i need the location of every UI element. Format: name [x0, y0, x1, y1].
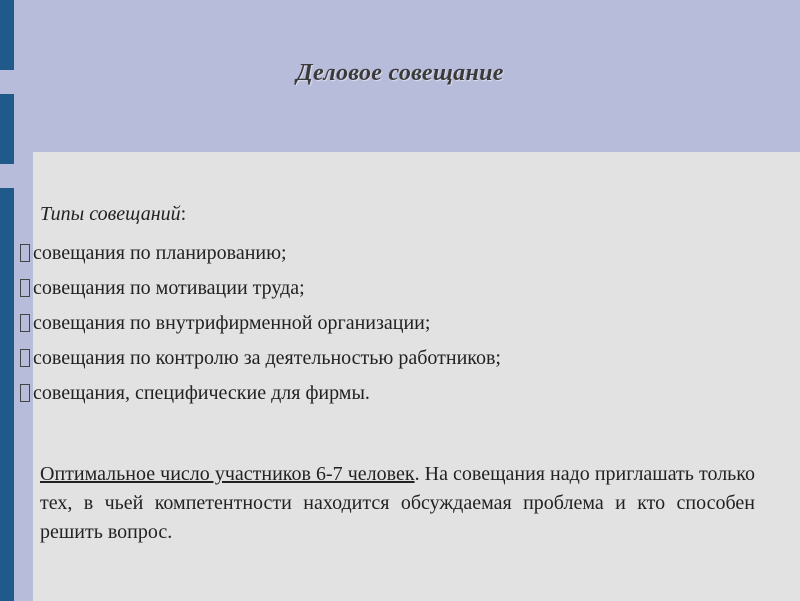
slide-title: Деловое совещание — [296, 60, 504, 86]
list-item — [20, 236, 501, 271]
note-text: . На совещания надо приглашать только тех, в чьей компетентности находится обсуждаемая проблема и кто способен решить вопрос. — [40, 463, 755, 543]
meeting-types-list — [20, 236, 501, 411]
missing-glyph-bullet-icon — [20, 279, 30, 297]
subheading — [40, 203, 186, 226]
list-item-text: совещания по планированию; — [33, 242, 287, 264]
decorative-bar-bottom — [0, 188, 14, 601]
list-item — [20, 376, 501, 411]
list-item-text: совещания по контролю за деятельностью работников; — [33, 347, 501, 369]
list-item-text: совещания по внутрифирменной организации; — [33, 312, 431, 334]
subheading-text: Типы совещаний — [40, 203, 181, 225]
list-item — [20, 341, 501, 376]
list-item — [20, 271, 501, 306]
subheading-colon: : — [180, 203, 187, 225]
participants-note — [40, 460, 755, 547]
missing-glyph-bullet-icon — [20, 244, 30, 262]
note-underlined-text: Оптимальное число участников 6-7 человек — [40, 463, 415, 485]
list-item-text: совещания по мотивации труда; — [33, 277, 305, 299]
missing-glyph-bullet-icon — [20, 349, 30, 367]
list-item-text: совещания, специфические для фирмы. — [33, 382, 370, 404]
list-item — [20, 306, 501, 341]
decorative-bar-middle — [0, 94, 14, 164]
missing-glyph-bullet-icon — [20, 384, 30, 402]
missing-glyph-bullet-icon — [20, 314, 30, 332]
